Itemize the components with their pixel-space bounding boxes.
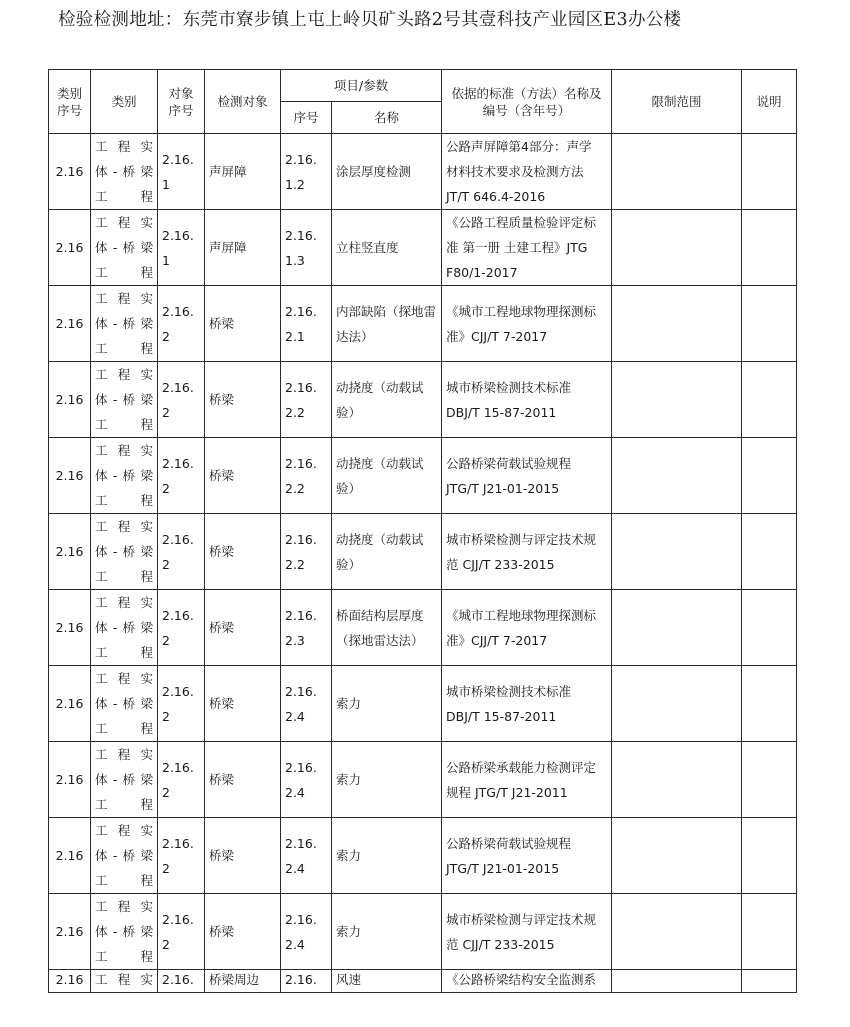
cell-object: 桥梁 [205, 286, 281, 362]
table-header [49, 70, 797, 134]
cell-standard: 城市桥梁检测与评定技术规 范 CJJ/T 233-2015 [442, 894, 612, 970]
table-row [49, 590, 797, 666]
cell-note [742, 818, 797, 894]
cell-standard: 公路桥梁荷载试验规程 JTG/T J21-01-2015 [442, 438, 612, 514]
cell-category-no: 2.16 [49, 970, 91, 993]
cell-object: 桥梁 [205, 818, 281, 894]
cell-item-no: 2.16. [281, 970, 332, 993]
cell-note [742, 134, 797, 210]
header-standard: 依据的标准（方法）名称及 编号（含年号） [442, 70, 612, 134]
header-note: 说明 [742, 70, 797, 134]
table-row [49, 894, 797, 970]
cell-standard: 《城市工程地球物理探测标 准》CJJ/T 7-2017 [442, 286, 612, 362]
cell-item-no: 2.16. 2.3 [281, 590, 332, 666]
cell-note [742, 970, 797, 993]
cell-object: 桥梁 [205, 590, 281, 666]
cell-item-no: 2.16. 2.2 [281, 438, 332, 514]
cell-category: 工 程 实 体-桥梁 工程 [91, 362, 158, 438]
cell-object-no: 2.16. 2 [158, 286, 205, 362]
cell-item-name: 桥面结构层厚度 （探地雷达法） [332, 590, 442, 666]
cell-category-no: 2.16 [49, 818, 91, 894]
table-row [49, 666, 797, 742]
cell-category: 工 程 实 体-桥梁 工程 [91, 134, 158, 210]
cell-object-no: 2.16. 2 [158, 666, 205, 742]
cell-category: 工 程 实 体-桥梁 工程 [91, 818, 158, 894]
cell-limit [612, 514, 742, 590]
cell-category-no: 2.16 [49, 590, 91, 666]
cell-object: 桥梁 [205, 514, 281, 590]
cell-object: 声屏障 [205, 134, 281, 210]
cell-category: 工 程 实 体-桥梁 工程 [91, 590, 158, 666]
cell-item-no: 2.16. 1.3 [281, 210, 332, 286]
cell-category-no: 2.16 [49, 742, 91, 818]
cell-item-name: 索力 [332, 818, 442, 894]
cell-limit [612, 894, 742, 970]
cell-category-no: 2.16 [49, 666, 91, 742]
cell-note [742, 210, 797, 286]
cell-limit [612, 286, 742, 362]
table-row [49, 438, 797, 514]
cell-category-no: 2.16 [49, 210, 91, 286]
cell-limit [612, 970, 742, 993]
table-row [49, 818, 797, 894]
cell-category: 工 程 实 体-桥梁 工程 [91, 666, 158, 742]
cell-category: 工 程 实 [91, 970, 158, 993]
cell-note [742, 666, 797, 742]
cell-object-no: 2.16. 2 [158, 438, 205, 514]
cell-item-no: 2.16. 2.2 [281, 514, 332, 590]
cell-standard: 《公路桥梁结构安全监测系 [442, 970, 612, 993]
cell-note [742, 742, 797, 818]
cell-item-name: 动挠度（动载试 验） [332, 362, 442, 438]
cell-standard: 城市桥梁检测技术标准 DBJ/T 15-87-2011 [442, 666, 612, 742]
cell-note [742, 590, 797, 666]
cell-item-no: 2.16. 2.4 [281, 742, 332, 818]
cell-category-no: 2.16 [49, 514, 91, 590]
cell-object-no: 2.16. 2 [158, 362, 205, 438]
cell-category-no: 2.16 [49, 438, 91, 514]
cell-limit [612, 818, 742, 894]
table-row [49, 970, 797, 993]
header-item-no: 序号 [281, 102, 332, 134]
table-row [49, 742, 797, 818]
cell-note [742, 438, 797, 514]
cell-category: 工 程 实 体-桥梁 工程 [91, 210, 158, 286]
cell-item-no: 2.16. 2.4 [281, 666, 332, 742]
cell-item-name: 动挠度（动载试 验） [332, 438, 442, 514]
cell-category: 工 程 实 体-桥梁 工程 [91, 286, 158, 362]
header-object: 检测对象 [205, 70, 281, 134]
cell-object-no: 2.16. 2 [158, 818, 205, 894]
cell-item-name: 风速 [332, 970, 442, 993]
cell-limit [612, 438, 742, 514]
cell-object: 桥梁 [205, 438, 281, 514]
cell-object-no: 2.16. 2 [158, 894, 205, 970]
header-item-group: 项目/参数 [281, 70, 442, 102]
cell-category-no: 2.16 [49, 362, 91, 438]
cell-object-no: 2.16. 2 [158, 514, 205, 590]
cell-object-no: 2.16. 1 [158, 134, 205, 210]
cell-item-no: 2.16. 1.2 [281, 134, 332, 210]
header-item-name: 名称 [332, 102, 442, 134]
cell-object: 桥梁 [205, 894, 281, 970]
cell-item-no: 2.16. 2.4 [281, 894, 332, 970]
cell-standard: 《公路工程质量检验评定标 准 第一册 土建工程》JTG F80/1-2017 [442, 210, 612, 286]
cell-standard: 《城市工程地球物理探测标 准》CJJ/T 7-2017 [442, 590, 612, 666]
cell-standard: 公路声屏障第4部分：声学 材料技术要求及检测方法 JT/T 646.4-2016 [442, 134, 612, 210]
header-limit: 限制范围 [612, 70, 742, 134]
cell-item-no: 2.16. 2.2 [281, 362, 332, 438]
cell-category: 工 程 实 体-桥梁 工程 [91, 438, 158, 514]
table-row [49, 286, 797, 362]
cell-object-no: 2.16. 2 [158, 742, 205, 818]
cell-note [742, 514, 797, 590]
cell-item-name: 内部缺陷（探地雷 达法） [332, 286, 442, 362]
header-object-no: 对象 序号 [158, 70, 205, 134]
cell-object: 声屏障 [205, 210, 281, 286]
cell-limit [612, 742, 742, 818]
cell-object: 桥梁 [205, 742, 281, 818]
cell-item-no: 2.16. 2.1 [281, 286, 332, 362]
cell-limit [612, 666, 742, 742]
table-row [49, 362, 797, 438]
cell-item-name: 索力 [332, 894, 442, 970]
cell-object-no: 2.16. 2 [158, 590, 205, 666]
cell-category-no: 2.16 [49, 286, 91, 362]
cell-item-name: 动挠度（动载试 验） [332, 514, 442, 590]
cell-object: 桥梁周边 [205, 970, 281, 993]
cell-object-no: 2.16. [158, 970, 205, 993]
header-category: 类别 [91, 70, 158, 134]
cell-limit [612, 134, 742, 210]
cell-category: 工 程 实 体-桥梁 工程 [91, 742, 158, 818]
cell-note [742, 362, 797, 438]
table-row [49, 514, 797, 590]
table-row [49, 134, 797, 210]
cell-category: 工 程 实 体-桥梁 工程 [91, 894, 158, 970]
cell-category: 工 程 实 体-桥梁 工程 [91, 514, 158, 590]
cell-standard: 城市桥梁检测与评定技术规 范 CJJ/T 233-2015 [442, 514, 612, 590]
cell-item-name: 立柱竖直度 [332, 210, 442, 286]
cell-item-no: 2.16. 2.4 [281, 818, 332, 894]
cell-category-no: 2.16 [49, 134, 91, 210]
cell-standard: 城市桥梁检测技术标准 DBJ/T 15-87-2011 [442, 362, 612, 438]
cell-standard: 公路桥梁荷载试验规程 JTG/T J21-01-2015 [442, 818, 612, 894]
inspection-scope-table [48, 69, 797, 993]
cell-standard: 公路桥梁承载能力检测评定 规程 JTG/T J21-2011 [442, 742, 612, 818]
cell-limit [612, 362, 742, 438]
header-category-no: 类别 序号 [49, 70, 91, 134]
cell-object: 桥梁 [205, 362, 281, 438]
cell-item-name: 索力 [332, 742, 442, 818]
cell-object-no: 2.16. 1 [158, 210, 205, 286]
page-header-address: 检验检测地址：东莞市寮步镇上屯上岭贝矿头路2号其壹科技产业园区E3办公楼 [58, 10, 682, 30]
cell-item-name: 涂层厚度检测 [332, 134, 442, 210]
cell-item-name: 索力 [332, 666, 442, 742]
cell-note [742, 286, 797, 362]
cell-object: 桥梁 [205, 666, 281, 742]
cell-category-no: 2.16 [49, 894, 91, 970]
cell-limit [612, 590, 742, 666]
cell-note [742, 894, 797, 970]
table-row [49, 210, 797, 286]
cell-limit [612, 210, 742, 286]
